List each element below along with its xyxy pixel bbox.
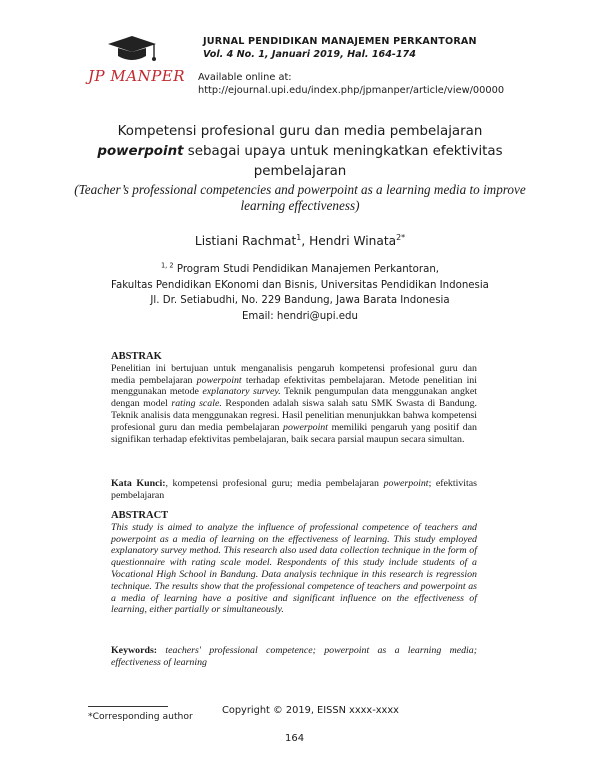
abstrak-italic-1: powerpoint [196,374,242,386]
author-separator: , [301,234,310,248]
author-1-sup: 1 [296,232,302,242]
abstrak-body [111,363,477,446]
kata-kunci-text-1: , kompetensi profesional guru; media pembelajaran [165,478,384,489]
page-number: 164 [285,733,305,744]
abstrak-heading: ABSTRAK [111,351,162,362]
keywords-label: Keywords: [111,645,158,656]
affiliation [100,262,500,324]
affiliation-line-2: Fakultas Pendidikan EKonomi dan Bisnis, Universitas Pendidikan Indonesia [111,279,489,291]
available-online-label: Available online at: [198,72,292,83]
affiliation-sup: 1, 2 [160,261,174,270]
abstrak-text-2: terhadap efektivitas pembelajaran. Metode penelitian ini menggunakan metode [111,374,477,398]
english-title: (Teacher’s professional competencies and powerpoint as a learning media to improve learning effectiveness) [74,182,526,213]
abstrak-text-1: Penelitian ini bertujuan untuk menganalisis pengaruh kompetensi profesional guru dan media pembelajaran [111,362,477,386]
affiliation-line-3: Jl. Dr. Setiabudhi, No. 229 Bandung, Jawa Barata Indonesia [150,295,450,306]
abstrak-text-4: Responden adalah siswa salah satu SMK Swasta di Bandung. Teknik analisis data menggunakan regresi. Hasil penelitian menunjukkan bahwa kompetensi profesional guru dan media pembelajaran [111,398,478,433]
title-line-2 [60,142,540,162]
title-line-3: pembelajaran [253,164,347,179]
abstrak-italic-3: rating scale. [171,398,222,410]
author-1: Listiani Rachmat [194,234,297,248]
kata-kunci-italic: powerpoint [383,478,429,489]
logo-text: JP MANPER [88,67,186,85]
title-italic-word: powerpoint [97,144,184,159]
title-line-1: Kompetensi profesional guru dan media pembelajaran [117,124,483,139]
authors [100,234,500,248]
abstract-section [111,510,477,616]
kata-kunci-label: Kata Kunci: [111,478,166,489]
affiliation-line-1 [100,262,500,278]
keywords-text: teachers' professional competence; powerpoint as a learning media; effectiveness of learning [111,645,477,668]
author-2: Hendri Winata [309,234,397,248]
abstract-body: This study is aimed to analyze the influence of professional competence of teachers and powerpoint as a media of learning on the effectiveness of learning. This study employed explanatory survey method. This research also used data collection technique in the form of questionnaire with rating scale model. Respondents of this study include students of a Vocational High School in Bandung. Data analysis technique in this research is regression technique. The results show that the professional competence of teachers and powerpoint as a media of learning have a positive and significant influence on the effectiveness of learning, either partially or simultaneously. [111,521,477,616]
footnote-divider [88,706,168,707]
abstract-heading: ABSTRACT [111,510,169,521]
copyright-line: Copyright © 2019, EISSN xxxx-xxxx [222,705,399,716]
paper-title [60,122,540,182]
author-email[interactable]: Email: hendri@upi.edu [242,310,358,322]
affiliation-line-1-text: Program Studi Pendidikan Manajemen Perkantoran, [176,264,440,275]
kata-kunci-text-2: ; efektivitas pembelajaran [111,478,478,501]
abstrak-italic-2: explanatory survey. [202,386,281,398]
kata-kunci [111,478,477,502]
volume-line: Vol. 4 No. 1, Januari 2019, Hal. 164-174 [203,49,416,60]
abstrak-section [111,351,477,445]
keywords [111,645,477,669]
journal-logo [88,36,188,88]
abstrak-text-5: memiliki pengaruh yang positif dan signifikan terhadap efektivitas pembelajaran, baik secara parsial maupun secara simultan. [111,421,477,445]
abstrak-text-3: Teknik pengumpulan data menggunakan angket dengan model [111,386,477,410]
title-line-2-rest: sebagai upaya untuk meningkatkan efektivitas [183,144,503,159]
abstrak-italic-4: powerpoint [283,421,328,433]
journal-name: JURNAL PENDIDIKAN MANAJEMEN PERKANTORAN [203,36,477,47]
author-2-sup: 2* [396,232,406,242]
journal-url[interactable]: http://ejournal.upi.edu/index.php/jpmanper/article/view/00000 [198,85,505,96]
corresponding-author-footnote: *Corresponding author [88,711,193,722]
